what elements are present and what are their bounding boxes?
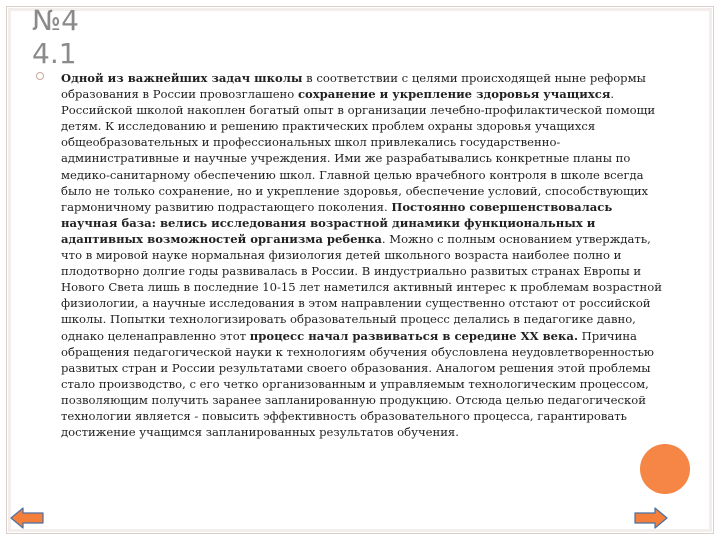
body-bold-3: сохранение и укрепление здоровья учащихся [297, 87, 611, 102]
decorative-circle [640, 444, 690, 494]
body-text-4: . Российской школой накоплен богатый опыт в организации лечебно-профилактической помощи детям. К исследованию и решению практических проблем охраны здоровья учащихся общеобразовательных и профессиональных школ привлекались государственно-административные и научные учреждения. Ими же разрабатывались конкретные планы по медико-санитарному обеспечению школ. Главной целью врачебного контроля в школе всегда было не только сохранение, но и укрепление здоровья, обеспечение условий, способствующих гармоничному развитию подрастающего поколения. [61, 87, 656, 214]
body-text-6: . Можно с полным основанием утверждать, что в мировой науке нормальная физиология детей школьного возраста наиболее полно и плодотворно долгие годы развивалась в России. В индустриально развитых странах Европы и Нового Света лишь в последние 10-15 лет наметился активный интерес к проблемам возрастной физиологии, а научные исследования в этом направлении существенно отстают от российской школы. Попытки технологизировать образовательный процесс делались в педагогике давно, однако целенаправленно этот [61, 231, 662, 343]
slide-content [36, 70, 672, 440]
arrow-right-icon [634, 507, 668, 529]
body-bold-1: Одной из важнейших задач школы [61, 71, 303, 85]
slide-number-line2: 4.1 [32, 37, 77, 70]
body-text-2: в соответствии с целями происходящей ныне реформы образования в России провозглашено [61, 71, 646, 102]
slide-number-line1: №4 [32, 4, 79, 37]
slide-number [32, 4, 79, 70]
bullet-icon [36, 72, 44, 80]
body-text-8: Причина обращения педагогической науки к технологиям обучения обусловлена неудовлетворенностью развитых стран и России результатами своего образования. Аналогом решения этой проблемы стало производство, с его четко организованным и управляемым технологическим процессом, позволяющим получить заранее запланированную продукцию. Отсюда целью педагогической технологии является - повысить эффективность образовательного процесса, гарантировать достижение учащимся запланированных результатов обучения. [61, 328, 654, 440]
body-paragraph [61, 70, 672, 440]
prev-slide-button[interactable] [10, 507, 44, 529]
body-bold-7: процесс начал развиваться в середине XX века. [249, 328, 578, 343]
body-bold-5: Постоянно совершенствовалась научная база: велись исследования возрастной динамики функциональных и адаптивных возможностей организма ребенка [61, 199, 613, 246]
next-slide-button[interactable] [634, 507, 668, 529]
arrow-left-icon [10, 507, 44, 529]
